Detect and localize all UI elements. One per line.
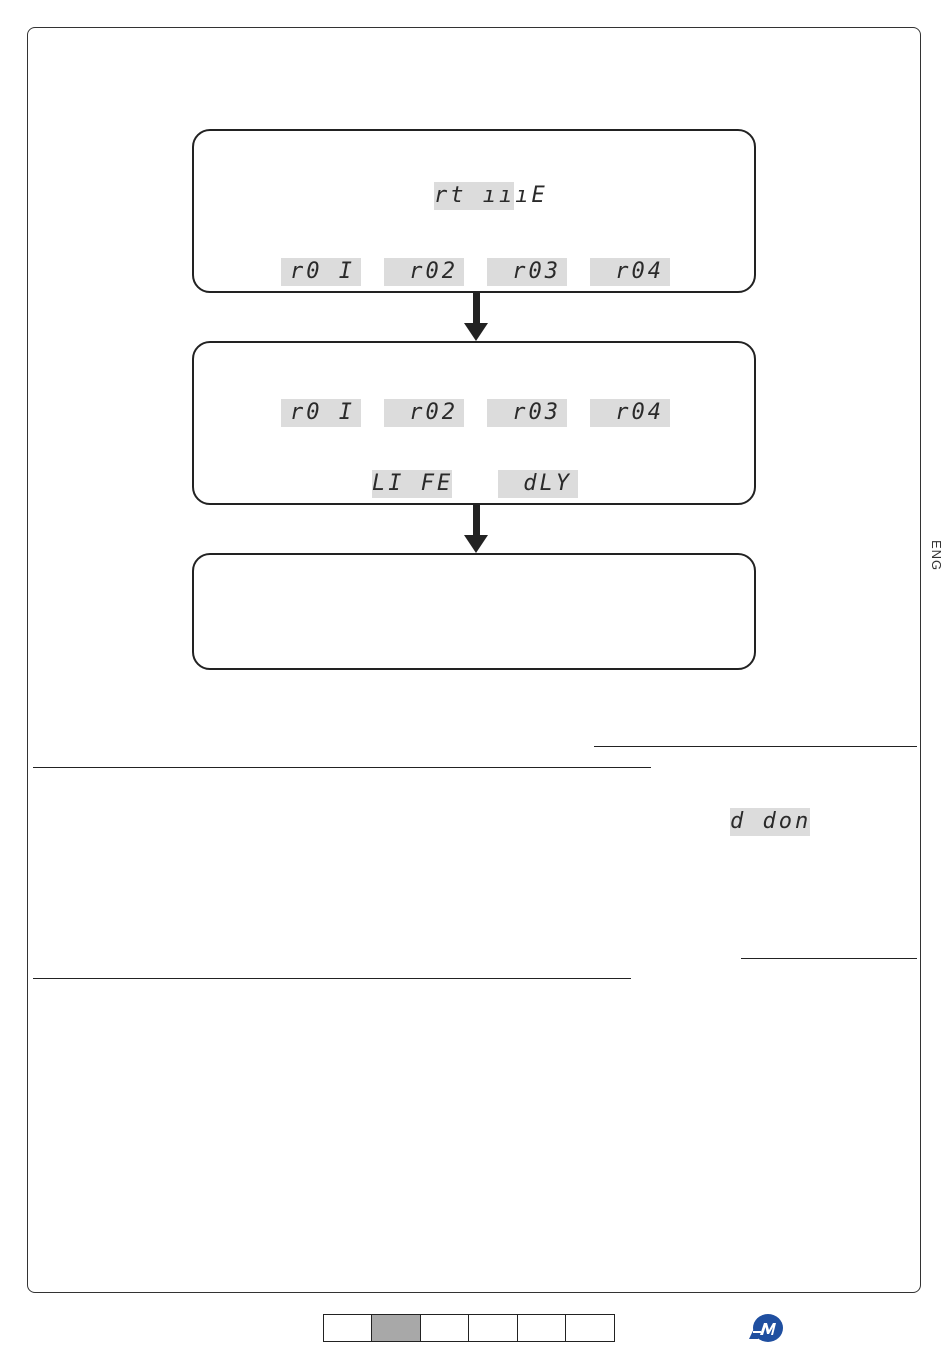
underline-rule	[594, 746, 917, 747]
display-r03: r03	[487, 399, 567, 427]
underline-rule	[33, 767, 651, 768]
menu-box-rtime	[192, 129, 756, 293]
display-dly: dLY	[498, 470, 578, 498]
page-cell	[517, 1314, 567, 1342]
display-r02: r02	[384, 399, 464, 427]
display-r02: r02	[384, 258, 464, 286]
language-label: ENG	[929, 540, 944, 572]
menu-box-value	[192, 553, 756, 670]
display-r01: r0 I	[281, 399, 361, 427]
down-arrow-icon	[467, 293, 485, 341]
page-cell	[565, 1314, 615, 1342]
page-cell-active	[371, 1314, 421, 1342]
page-cell	[323, 1314, 373, 1342]
down-arrow-icon	[467, 505, 485, 553]
display-life: LI FE	[372, 471, 454, 496]
display-r01: r0 I	[281, 258, 361, 286]
display-rtime: rt ıııE	[434, 183, 548, 208]
display-r03: r03	[487, 258, 567, 286]
am-logo-icon	[746, 1312, 784, 1344]
menu-box-relay-config	[192, 341, 756, 505]
display-d-don: d don	[730, 809, 812, 834]
display-r04: r04	[590, 399, 670, 427]
page-index-bar	[324, 1314, 615, 1342]
page-cell	[468, 1314, 518, 1342]
page-cell	[420, 1314, 470, 1342]
underline-rule	[33, 978, 631, 979]
display-r04: r04	[590, 258, 670, 286]
underline-rule	[741, 958, 917, 959]
